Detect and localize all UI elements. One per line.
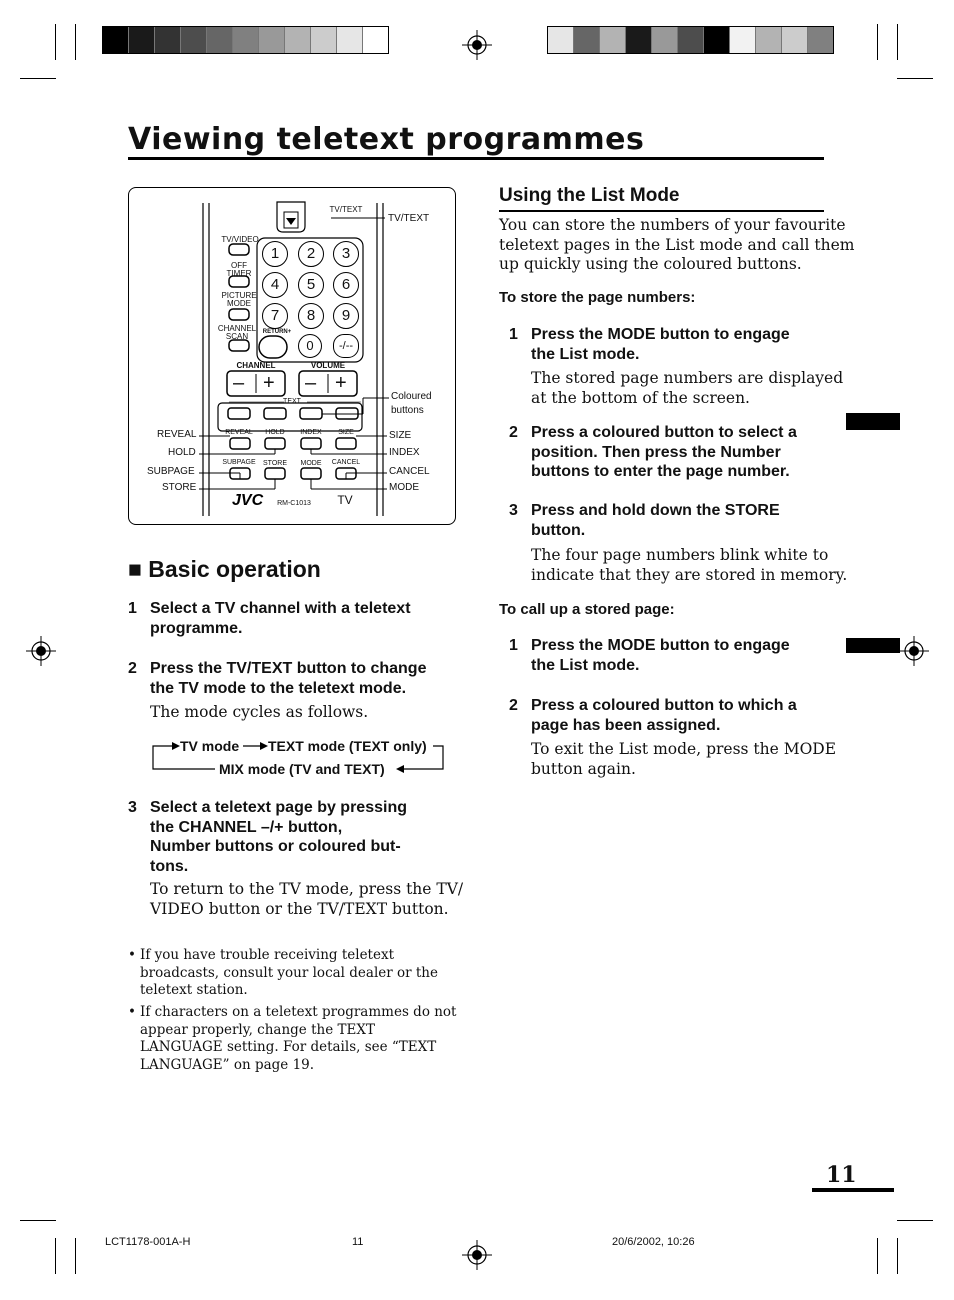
basic-step-2-body: The mode cycles as follows. (150, 703, 369, 721)
list-mode-intro: You can store the numbers of your favourite teletext pages in the List mode and call them up quickly using the coloured buttons. (499, 216, 855, 273)
step-number: 2 (509, 424, 518, 441)
page-title: Viewing teletext programmes (128, 122, 645, 157)
step-number: 1 (128, 600, 137, 617)
crop-mark (897, 24, 898, 60)
calibration-bar-left (102, 26, 389, 54)
step-number: 3 (509, 502, 518, 519)
callout-size: SIZE (389, 430, 412, 441)
callout-hold: HOLD (168, 447, 196, 458)
note-bullet: • (128, 1004, 136, 1020)
list-mode-rule (499, 210, 824, 212)
volume-plus-icon[interactable]: + (335, 372, 347, 394)
crop-mark (55, 1238, 56, 1274)
side-tab (846, 638, 900, 653)
off-timer-label: OFF TIMER (226, 261, 252, 278)
page-number-rule (812, 1188, 894, 1192)
cycle-tv-mode: TV mode (180, 738, 240, 754)
channel-plus-icon[interactable]: + (263, 372, 275, 394)
side-tab (846, 413, 900, 430)
step-text: Press a coloured button to select a position. Then press the Number buttons to enter the page number. (531, 424, 797, 480)
basic-step-3-body: To return to the TV mode, press the TV/ VIDEO button or the TV/TEXT button. (150, 880, 464, 918)
registration-target (26, 636, 56, 666)
step-number: 3 (128, 799, 137, 816)
list-mode-heading: Using the List Mode (499, 185, 680, 206)
text-group-label: TEXT (283, 398, 301, 405)
size-small-label: SIZE (338, 429, 354, 436)
callout-reveal: REVEAL (157, 429, 197, 440)
channel-label: CHANNEL (236, 361, 276, 370)
callout-tv-text: TV/TEXT (388, 213, 430, 224)
callout-cancel: CANCEL (389, 466, 430, 477)
basic-operation-heading: ■ Basic operation (128, 556, 321, 582)
store-heading: To store the page numbers: (499, 289, 696, 306)
step-text: Press the MODE button to engage the List mode. (531, 637, 790, 674)
key-1[interactable]: 1 (262, 241, 288, 267)
store-step-1-body: The stored page numbers are displayed at the bottom of the screen. (531, 369, 844, 407)
brand-logo: JVC (232, 492, 264, 509)
registration-target (462, 1240, 492, 1270)
mode-small-label: MODE (300, 460, 322, 467)
cancel-small-label: CANCEL (331, 459, 361, 466)
cycle-mix-mode: MIX mode (TV and TEXT) (219, 761, 385, 777)
tv-text-small: TV/TEXT (329, 205, 363, 214)
volume-minus-icon[interactable]: – (305, 372, 317, 394)
key-9[interactable]: 9 (333, 303, 359, 329)
key-5[interactable]: 5 (298, 272, 324, 298)
step-number: 1 (509, 637, 518, 654)
call-step-2-body: To exit the List mode, press the MODE button again. (531, 740, 837, 778)
key-2[interactable]: 2 (298, 241, 324, 267)
crop-mark (20, 1220, 56, 1221)
step-text: Press and hold down the STORE button. (531, 502, 780, 539)
title-rule (128, 157, 824, 160)
store-step-3-body: The four page numbers blink white to indicate that they are stored in memory. (531, 546, 848, 584)
footer-timestamp: 20/6/2002, 10:26 (612, 1236, 695, 1248)
step-text: Press a coloured button to which a page has been assigned. (531, 697, 797, 734)
key-6[interactable]: 6 (333, 272, 359, 298)
remote-figure (128, 187, 456, 525)
crop-mark (55, 24, 56, 60)
callout-subpage: SUBPAGE (147, 466, 195, 477)
note-bullet: • (128, 947, 136, 963)
callout-store: STORE (162, 482, 197, 493)
picture-mode-label: PICTURE MODE (221, 291, 257, 308)
footer-doc-code: LCT1178-001A-H (105, 1236, 191, 1248)
return-plus-label: RETURN+ (262, 329, 292, 335)
crop-mark (897, 78, 933, 79)
callout-index: INDEX (389, 447, 420, 458)
key-3[interactable]: 3 (333, 241, 359, 267)
callout-mode: MODE (389, 482, 419, 493)
step-text: Select a TV channel with a teletext programme. (150, 600, 411, 637)
key-8[interactable]: 8 (298, 303, 324, 329)
step-text: Press the MODE button to engage the List mode. (531, 326, 790, 363)
registration-target (899, 636, 929, 666)
svg-text:JVC (232, 492, 264, 509)
channel-minus-icon[interactable]: – (233, 372, 245, 394)
step-number: 2 (128, 660, 137, 677)
step-text: Select a teletext page by pressing the CHANNEL –/+ button, Number buttons or coloured but- tons. (150, 799, 407, 875)
crop-mark (877, 1238, 878, 1274)
index-small-label: INDEX (300, 429, 322, 436)
step-number: 2 (509, 697, 518, 714)
crop-mark (75, 24, 76, 60)
note-2: If characters on a teletext programmes do not appear properly, change the TEXT LANGUAGE setting. For details, see “TEXT LANGUAGE” on page 19. (140, 1004, 457, 1073)
model-label: RM-C1013 (277, 500, 311, 507)
volume-label: VOLUME (310, 361, 346, 370)
call-heading: To call up a stored page: (499, 601, 675, 618)
key-4[interactable]: 4 (262, 272, 288, 298)
callout-coloured-buttons: Coloured buttons (391, 391, 432, 416)
note-1: If you have trouble receiving teletext broadcasts, consult your local dealer or the teletext station. (140, 947, 438, 998)
crop-mark (897, 1220, 933, 1221)
crop-mark (20, 78, 56, 79)
key-7[interactable]: 7 (262, 303, 288, 329)
hold-small-label: HOLD (265, 429, 285, 436)
page-number: 11 (826, 1162, 857, 1188)
footer-page: 11 (352, 1236, 364, 1248)
store-small-label: STORE (263, 460, 287, 467)
calibration-bar-right (547, 26, 834, 54)
reveal-small-label: REVEAL (225, 429, 253, 436)
crop-mark (897, 1238, 898, 1274)
cycle-text-mode: TEXT mode (TEXT only) (268, 738, 427, 754)
crop-mark (75, 1238, 76, 1274)
crop-mark (877, 24, 878, 60)
channel-scan-label: CHANNEL SCAN (217, 324, 257, 341)
tv-video-label: TV/VIDEO (221, 235, 259, 244)
registration-target (462, 30, 492, 60)
key-digit-mode[interactable]: -/-- (333, 334, 359, 358)
step-text: Press the TV/TEXT button to change the TV mode to the teletext mode. (150, 660, 427, 697)
subpage-small-label: SUBPAGE (222, 459, 256, 466)
step-number: 1 (509, 326, 518, 343)
key-0[interactable]: 0 (298, 334, 322, 358)
tv-label: TV (337, 493, 353, 507)
